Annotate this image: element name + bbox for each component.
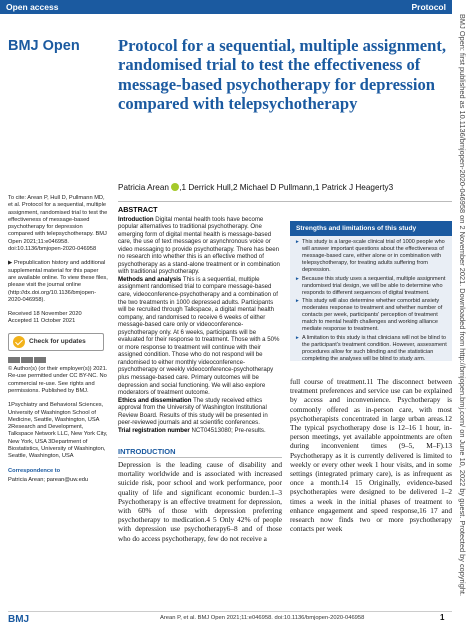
body-text-continued: full course of treatment.11 The disconnect between treatment preferences and service use can be explained by access and inconvenience. Psychotherapy is commonly offered as in-person care, with most psychotherapists concentrated in large urban areas.12 The typical psychotherapy dose is 12–16 1 hour, in-person meetings, yet available appointments are often during inconvenient times (9–5, M–F).13 Psychotherapy as it is currently delivered is limited to weekly or every other week 1 hour visits, and in some settings (integrated primary care), is as infrequent as once a month.14 15 Originally, evidence-based psychotherapies were designed to be delivered 1–2 times a week in the initial phases of treatment to enhance engagement and speed response,16 17 and research now finds two or more psychotherapy contacts per week xyxy=(290,377,452,534)
abstract-methods: Methods and analysis This is a sequential, multiple assignment randomised trial to compare message-based care, videoconference-psychotherapy and a combination of the two treatments in 1000 depressed adults. Participants will be recruited through Talkspace, a digital mental health company, and randomised to receive 6 weeks of either message-based care only or videoconference-psychotherapy only. At 6 weeks, participants will be evaluated for their response to treatment. Those with a 50% or more response to treatment will continue with their assigned condition. Those who do not respond will be randomised to either monthly videoconference-psychotherapy or weekly videoconference-psychotherapy plus message-based care. Primary outcomes will be depression and social functioning. We will also explore moderators of treatment outcome. xyxy=(118,275,280,397)
author-others: Derrick Hull,2 Michael D Pullmann,1 Patrick J Heagerty3 xyxy=(186,183,394,192)
list-item: ► Because this study uses a sequential, multiple assignment randomised trial design, we will be able to determine who responds to different sequences of digital treatment. xyxy=(295,276,447,297)
dates xyxy=(8,311,108,326)
abstract-intro: Introduction Digital mental health tools have become popular alternatives to traditional psychotherapy. One emerging form of digital mental health is message-based care, the use of text messages or asynchronous voice or video messaging to provide psychotherapy. There has been no research into whether this is an effective method of psychotherapy as a stand-alone treatment or in combination with traditional psychotherapy. xyxy=(118,215,280,276)
strengths-heading: Strengths and limitations of this study xyxy=(290,221,452,236)
list-item: ► This study is a large-scale clinical trial of 1000 people who will answer important questions about the effectiveness of message-based care, either alone or in combination with telepsychotherapy, for treating adults suffering from depression. xyxy=(295,239,447,274)
top-banner xyxy=(0,0,452,14)
cite-as-text: To cite: Arean P, Hull D, Pullmann MD, et al. Protocol for a sequential, multiple assignment, randomised trial to test the effectiveness of message-based psychotherapy for depression compared with telepsychotherapy. BMJ Open 2021;11:e046958. doi:10.1136/bmjopen-2020-046958 xyxy=(8,195,108,253)
footer-divider xyxy=(8,611,452,612)
list-item: ► A limitation to this study is that clinicians will not be blind to the participant's treatment condition. However, assessment procedures allow for such blinding and the statistician completing the analyses will be blind to study arm. xyxy=(295,335,447,363)
strengths-list xyxy=(290,236,452,363)
side-download-note xyxy=(454,0,474,630)
check-for-updates-button[interactable] xyxy=(8,333,104,351)
introduction-text: Depression is the leading cause of disability and mortality worldwide and is associated with increased suicide risk, poor school and work performance, poor quality of life and significant economic burden.1–3 Psychotherapy is an effective treatment for depression, with 60% of those with depression preferring psychotherapy to medication.4 5 Only 42% of people with depression use psychotherapy6–8 and of those who do access psychotherapy, few do not receive a xyxy=(118,460,282,543)
side-note-text: BMJ Open: first published as 10.1136/bmjopen-2020-046958 on 2 November 2021. Downloaded from http://bmjopen.bmj.com/ on June 10, 2022 by guest. Protected by copyright. xyxy=(458,14,467,597)
left-sidebar xyxy=(8,195,108,491)
footer-citation: Arean P, et al. BMJ Open 2021;11:e046958. doi:10.1136/bmjopen-2020-046958 xyxy=(160,615,365,621)
author-list xyxy=(118,183,452,192)
correspondence-heading: Correspondence to xyxy=(8,467,61,474)
title-divider xyxy=(118,201,452,202)
received-date: Received 18 November 2020 xyxy=(8,311,82,318)
abstract-section xyxy=(118,206,282,434)
abstract-heading: ABSTRACT xyxy=(118,205,158,214)
check-updates-label: Check for updates xyxy=(29,338,86,346)
correspondence-text[interactable]: Patricia Arean; parean@uw.edu xyxy=(8,476,89,483)
cc-license-icon xyxy=(8,357,46,363)
introduction-heading: INTRODUCTION xyxy=(118,447,176,456)
list-item: ► This study will also determine whether comorbid anxiety moderates response to treatment and whether number of contacts per week, participants' perception of treatment match to mental health challenges and working alliance mediate response to treatment. xyxy=(295,298,447,333)
author-first[interactable]: Patricia Arean xyxy=(118,183,169,192)
author-first-affil: ,1 xyxy=(179,183,187,192)
strengths-limitations-box xyxy=(290,221,452,361)
copyright-text: © Author(s) (or their employer(s)) 2021. Re-use permitted under CC BY-NC. No commercial re-use. See rights and permissions. Published by BMJ. xyxy=(8,366,108,394)
introduction-divider xyxy=(118,457,282,458)
page-number: 1 xyxy=(440,613,445,622)
journal-brand: BMJ Open xyxy=(8,38,80,54)
article-title: Protocol for a sequential, multiple assignment, randomised trial to test the effectiveness of message-based psychotherapy for depression compared with telepsychotherapy xyxy=(118,36,447,114)
open-access-label: Open access xyxy=(6,2,59,12)
abstract-trial-registration: Trial registration number NCT04513080; Pre-results. xyxy=(118,426,266,434)
abstract-ethics: Ethics and dissemination The study received ethics approval from the University of Washington Institutional Review Board. Results of this study will be presented in peer-reviewed journals and at scientific conferences. xyxy=(118,396,268,427)
prepublication-note[interactable]: ▶ Prepublication history and additional supplemental material for this paper are available online. To view these files, please visit the journal online (http://dx.doi.org/10.1136/bmjopen-2020-046958). xyxy=(8,260,108,303)
bmj-logo: BMJ xyxy=(8,614,30,625)
affiliations-text: 1Psychiatry and Behavioral Sciences, University of Washington School of Medicine, Seattle, Washington, USA 2Research and Development, Talkspace Network LLC, New York City, New York, USA 3Department of Biostatistics, University of Washington, Seattle, Washington, USA xyxy=(8,402,108,460)
accepted-date: Accepted 11 October 2021 xyxy=(8,318,76,325)
article-type-label: Protocol xyxy=(411,2,446,12)
check-updates-icon xyxy=(13,336,25,348)
